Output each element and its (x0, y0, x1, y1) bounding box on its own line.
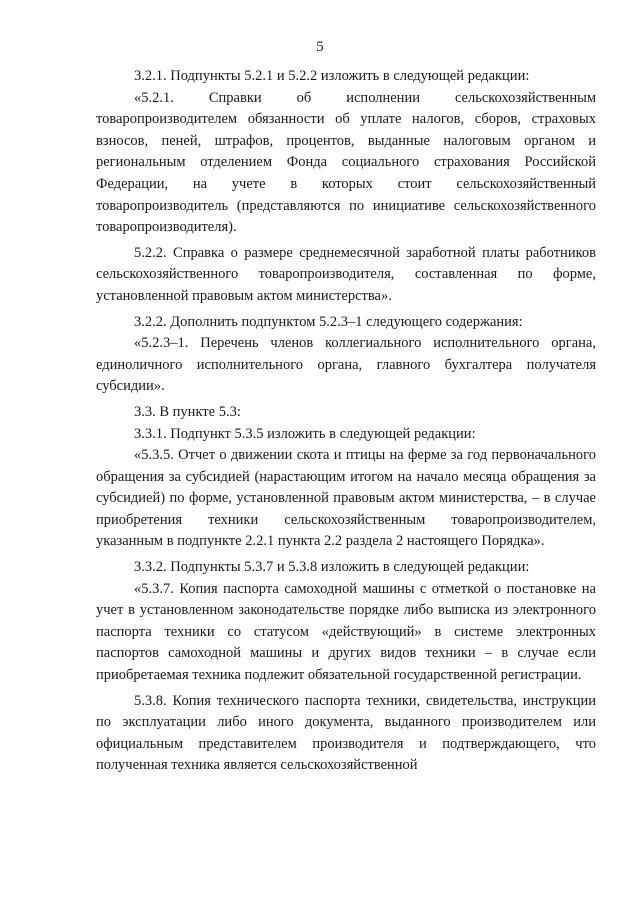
paragraph-5-3-5: «5.3.5. Отчет о движении скота и птицы на ферме за год первоначального обращения за субсидией (нарастающим итогом на начало месяца обращения за субсидией) по форме, установленной правовым актом министерства, – в случае приобретения техники сельскохозяйственным товаропроизводителем, указанным в подпункте 2.2.1 пункта 2.2 раздела 2 настоящего Порядка». (96, 447, 596, 550)
paragraph-5-2-3-1: «5.2.3–1. Перечень членов коллегиального исполнительного органа, единоличного исполнительного органа, главного бухгалтера получателя субсидии». (96, 335, 596, 395)
paragraph-5-3-7: «5.3.7. Копия паспорта самоходной машины с отметкой о постановке на учет в установленном законодательстве порядке либо выписка из электронного паспорта техники со статусом «действующий» в системе электронных паспортов самоходной машины и других видов техники – в случае если приобретаемая техника подлежит обязательной государственной регистрации. (96, 580, 596, 684)
paragraph-3-3-2: 3.3.2. Подпункты 5.3.7 и 5.3.8 изложить в следующей редакции: (134, 559, 530, 576)
paragraph-3-3: 3.3. В пункте 5.3: (134, 403, 241, 420)
paragraph-5-2-1: «5.2.1. Справки об исполнении сельскохозяйственным товаропроизводителем обязанности об уплате налогов, сборов, страховых взносов, пеней, штрафов, процентов, выданные налоговым органом и региональным отделением Фонда социального страхования Российской Федерации, на учете в которых стоит сельскохозяйственный товаропроизводитель (представляются по инициативе сельскохозяйственного товаропроизводителя). (96, 89, 596, 236)
paragraph-3-3-1: 3.3.1. Подпункт 5.3.5 изложить в следующей редакции: (134, 425, 476, 442)
paragraph-3-2-1: 3.2.1. Подпункты 5.2.1 и 5.2.2 изложить в следующей редакции: (134, 68, 530, 84)
paragraph-5-2-2: 5.2.2. Справка о размере среднемесячной заработной платы работников сельскохозяйственного товаропроизводителя, составленная по форме, установленной правовым актом министерства». (96, 244, 596, 304)
page-number: 5 (316, 39, 324, 55)
paragraph-3-2-2: 3.2.2. Дополнить подпунктом 5.2.3–1 следующего содержания: (134, 313, 523, 330)
document-body (96, 66, 596, 777)
paragraph-5-3-8: 5.3.8. Копия технического паспорта техники, свидетельства, инструкции по эксплуатации либо иного документа, выданного производителем или официальным представителем производителя и подтверждающего, что полученная техника является сельскохозяйственной (96, 692, 596, 774)
